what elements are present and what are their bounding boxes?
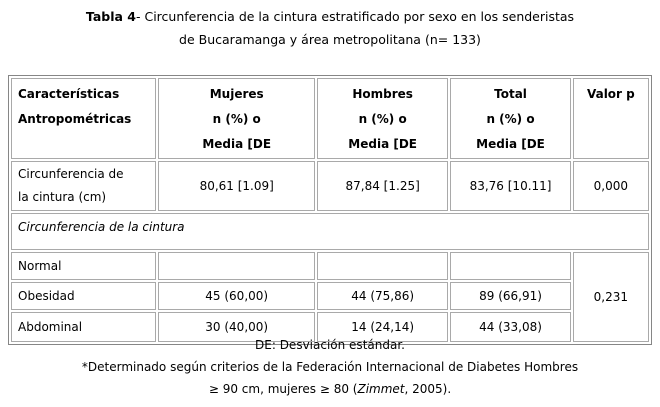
table-row-obesidad xyxy=(11,282,649,310)
title-line-1 xyxy=(0,5,660,28)
footnote-citation-pre: ≥ 90 cm, mujeres ≥ 80 ( xyxy=(208,382,358,396)
header-valor-p: Valor p xyxy=(573,78,649,159)
header-mujeres-line2: n (%) o xyxy=(212,112,261,126)
normal-label: Normal xyxy=(11,252,156,280)
normal-total-value xyxy=(450,252,570,280)
waist-row-label xyxy=(11,161,156,211)
category-valor-p-value: 0,231 xyxy=(573,252,649,342)
header-hombres-line2: n (%) o xyxy=(358,112,407,126)
table-row-normal xyxy=(11,252,649,280)
abdominal-hombres-value: 14 (24,14) xyxy=(317,312,448,342)
header-row xyxy=(11,78,649,159)
obesidad-total-value: 89 (66,91) xyxy=(450,282,570,310)
section-row xyxy=(11,213,649,250)
header-total xyxy=(450,78,570,159)
header-mujeres-line3: Media [DE xyxy=(202,137,272,151)
header-mujeres xyxy=(158,78,314,159)
header-total-line2: n (%) o xyxy=(486,112,535,126)
waist-hombres-value: 87,84 [1.25] xyxy=(317,161,448,211)
abdominal-total-value: 44 (33,08) xyxy=(450,312,570,342)
footnote-de: DE: Desviación estándar. xyxy=(255,338,405,352)
footnote-citation-post: , 2005). xyxy=(404,382,452,396)
footnote-citation-author: Zimmet xyxy=(357,382,405,396)
header-characteristics xyxy=(11,78,156,159)
waist-mujeres-value: 80,61 [1.09] xyxy=(158,161,314,211)
obesidad-hombres-value: 44 (75,86) xyxy=(317,282,448,310)
waist-row-label-line1: Circunferencia de xyxy=(18,167,124,181)
header-mujeres-line1: Mujeres xyxy=(209,87,264,101)
section-label: Circunferencia de la cintura xyxy=(11,213,649,250)
abdominal-mujeres-value: 30 (40,00) xyxy=(158,312,314,342)
header-hombres-line1: Hombres xyxy=(352,87,413,101)
footnotes xyxy=(0,334,660,400)
waist-total-value: 83,76 [10.11] xyxy=(450,161,570,211)
waist-valor-p-value: 0,000 xyxy=(573,161,649,211)
header-total-line3: Media [DE xyxy=(476,137,545,151)
normal-mujeres-value xyxy=(158,252,314,280)
title-line-2: de Bucaramanga y área metropolitana (n= 133) xyxy=(179,32,481,47)
header-total-line1: Total xyxy=(494,87,527,101)
title-text: - Circunferencia de la cintura estratificado por sexo en los senderistas xyxy=(136,9,575,24)
abdominal-label: Abdominal xyxy=(11,312,156,342)
obesidad-label: Obesidad xyxy=(11,282,156,310)
footnote-criteria: *Determinado según criterios de la Federación Internacional de Diabetes Hombres xyxy=(81,360,579,374)
footnote-citation xyxy=(0,378,660,400)
table-title xyxy=(0,5,660,51)
waist-circumference-row xyxy=(11,161,649,211)
header-hombres-line3: Media [DE xyxy=(348,137,417,151)
waist-row-label-line2: la cintura (cm) xyxy=(18,190,107,204)
header-characteristics-line2: Antropométricas xyxy=(18,112,132,126)
header-hombres xyxy=(317,78,448,159)
normal-hombres-value xyxy=(317,252,448,280)
obesidad-mujeres-value: 45 (60,00) xyxy=(158,282,314,310)
header-characteristics-line1: Características xyxy=(18,87,120,101)
anthropometric-table xyxy=(8,75,652,345)
title-label: Tabla 4 xyxy=(85,9,136,24)
